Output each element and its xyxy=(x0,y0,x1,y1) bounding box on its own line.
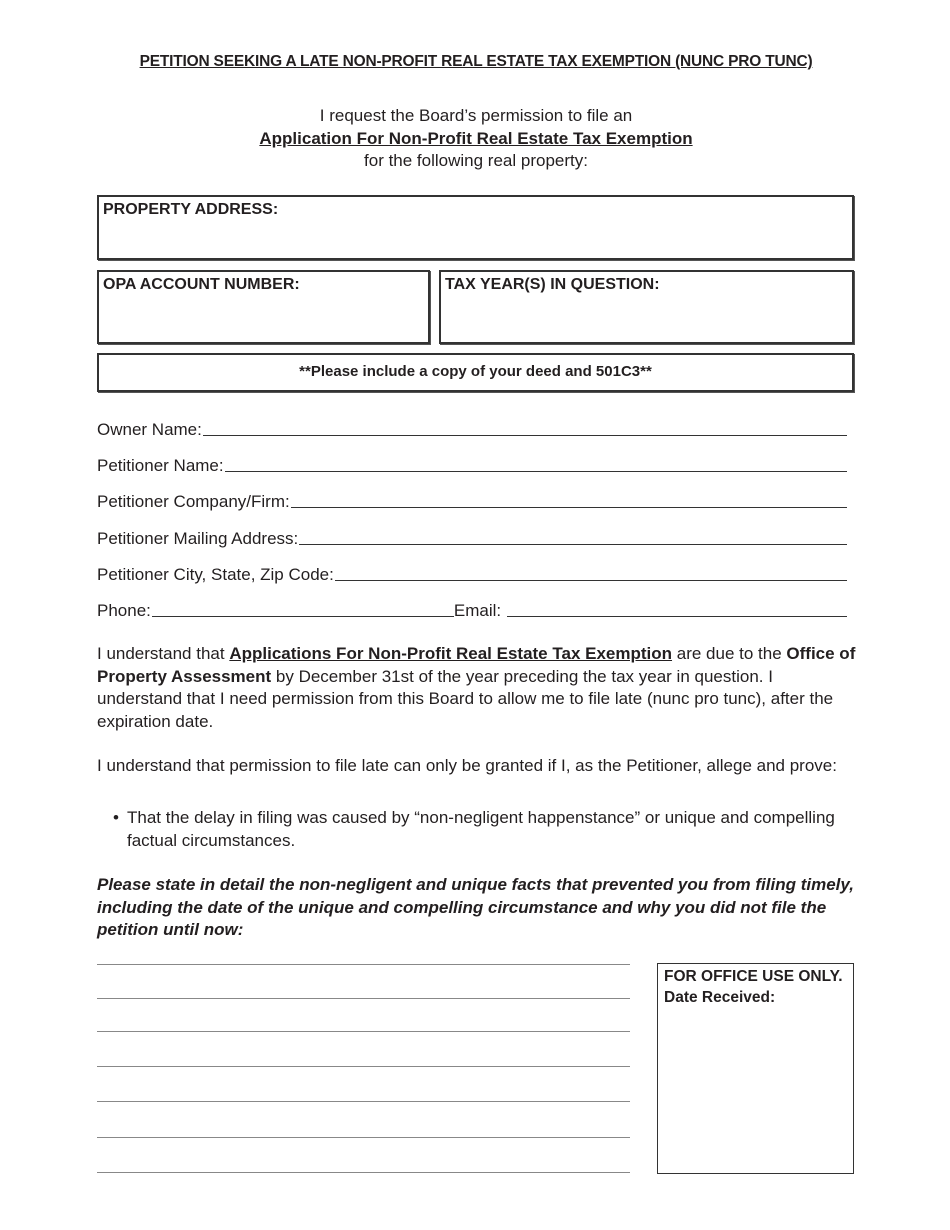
mailing-line[interactable] xyxy=(299,544,847,545)
mailing-label: Petitioner Mailing Address: xyxy=(97,529,299,548)
writing-line[interactable] xyxy=(97,1031,630,1032)
application-title: Application For Non-Profit Real Estate Tax Exemption xyxy=(259,128,693,148)
owner-name-field[interactable] xyxy=(97,416,847,440)
para-text: I understand that xyxy=(97,644,230,663)
due-date-paragraph xyxy=(97,643,857,733)
intro-line-1: I request the Board’s permission to file an xyxy=(319,106,633,125)
office-use-label xyxy=(664,966,843,1008)
owner-name-line[interactable] xyxy=(203,435,847,436)
company-line[interactable] xyxy=(291,507,847,508)
phone-line[interactable] xyxy=(152,616,454,617)
writing-line[interactable] xyxy=(97,964,630,965)
date-received-label: Date Received: xyxy=(664,989,776,1006)
office-use-title: FOR OFFICE USE ONLY. xyxy=(664,968,843,985)
deed-note: **Please include a copy of your deed and 501C3** xyxy=(299,363,652,380)
company-field[interactable] xyxy=(97,488,847,512)
mailing-field[interactable] xyxy=(97,525,847,549)
opa-account-label: OPA ACCOUNT NUMBER: xyxy=(103,276,300,293)
bullet-item xyxy=(113,807,857,852)
property-address-label: PROPERTY ADDRESS: xyxy=(103,201,279,218)
petitioner-name-field[interactable] xyxy=(97,452,847,476)
permission-paragraph: I understand that permission to file late can only be granted if I, as the Petitioner, allege and prove: xyxy=(97,756,837,775)
office-use-box xyxy=(657,963,854,1174)
office-reference: Office of Property Assessment xyxy=(97,644,856,686)
petitioner-name-line[interactable] xyxy=(225,471,847,472)
bullet-text: That the delay in filing was caused by “non-negligent happenstance” or unique and compelling factual circumstances. xyxy=(127,808,835,850)
writing-line[interactable] xyxy=(97,998,630,999)
tax-years-box[interactable] xyxy=(439,270,854,344)
company-label: Petitioner Company/Firm: xyxy=(97,492,290,511)
instruction-text: Please state in detail the non-negligent and unique facts that prevented you from filing timely, including the date of the unique and compelling circumstance and why you did not file the petition until now: xyxy=(97,875,854,939)
bullet-icon: • xyxy=(113,808,119,827)
application-reference: Applications For Non-Profit Real Estate Tax Exemption xyxy=(229,644,673,663)
email-line[interactable] xyxy=(507,616,847,617)
writing-line[interactable] xyxy=(97,1172,630,1173)
writing-line[interactable] xyxy=(97,1101,630,1102)
writing-line[interactable] xyxy=(97,1137,630,1138)
email-label: Email: xyxy=(453,601,506,620)
deed-note-box xyxy=(97,353,854,392)
intro xyxy=(97,105,855,173)
tax-years-label: TAX YEAR(S) IN QUESTION: xyxy=(445,276,660,293)
para-text: are due to the xyxy=(672,644,787,663)
owner-name-label: Owner Name: xyxy=(97,420,202,439)
petitioner-name-label: Petitioner Name: xyxy=(97,456,224,475)
city-label: Petitioner City, State, Zip Code: xyxy=(97,565,334,584)
phone-email-field[interactable] xyxy=(97,597,847,621)
phone-label: Phone: xyxy=(97,601,151,620)
city-field[interactable] xyxy=(97,561,847,585)
opa-account-box[interactable] xyxy=(97,270,430,344)
intro-line-3: for the following real property: xyxy=(364,151,588,170)
city-line[interactable] xyxy=(335,580,847,581)
page-title: PETITION SEEKING A LATE NON-PROFIT REAL ESTATE TAX EXEMPTION (NUNC PRO TUNC) xyxy=(139,53,813,70)
property-address-box[interactable] xyxy=(97,195,854,260)
para-text: by December 31st of the year preceding the tax year in question. I understand that I need permission from this Board to allow me to file late (nunc pro tunc), after the expiration date. xyxy=(97,666,834,731)
writing-line[interactable] xyxy=(97,1066,630,1067)
